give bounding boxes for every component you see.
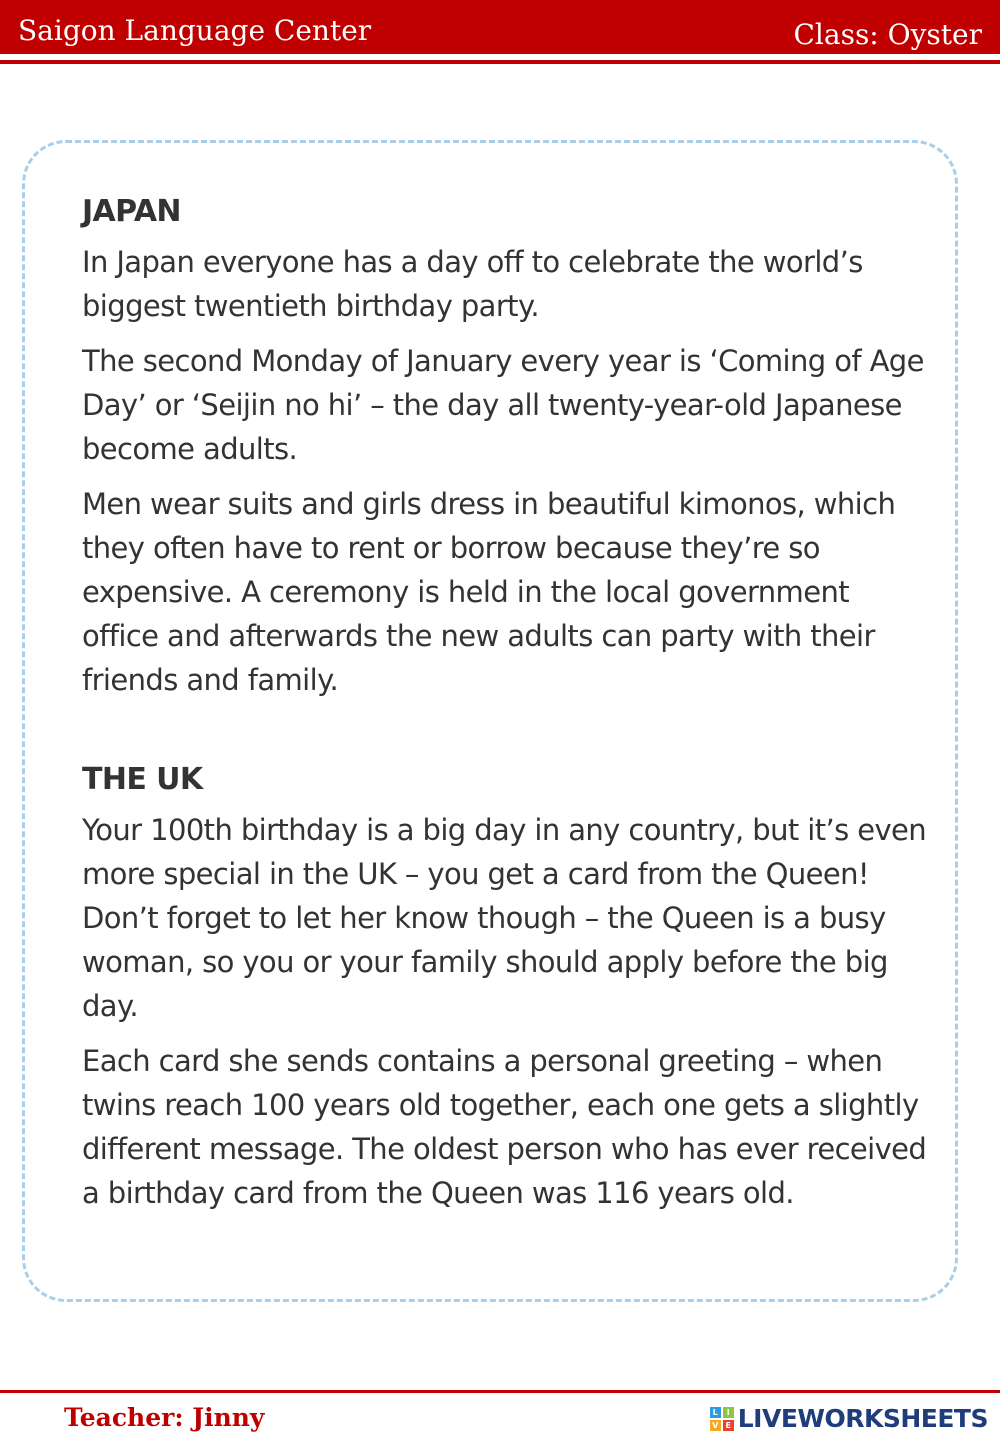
section-heading: JAPAN — [82, 194, 181, 229]
paragraph: The second Monday of January every year is ‘Coming of Age Day’ or ‘Seijin no hi’ – the day all twenty-year-old Japanese become adults. — [82, 344, 924, 466]
logo-grid-icon — [710, 1407, 734, 1431]
header-bar — [0, 0, 1000, 54]
reading-text — [82, 190, 932, 1226]
header-divider — [0, 60, 1000, 64]
section-heading: THE UK — [82, 762, 203, 797]
school-name: Saigon Language Center — [18, 14, 372, 47]
logo-letter: L — [710, 1407, 721, 1418]
brand-name: LIVEWORKSHEETS — [737, 1404, 988, 1433]
teacher-name: Teacher: Jinny — [64, 1403, 265, 1432]
paragraph: Your 100th birthday is a big day in any country, but it’s even more special in the UK – you get a card from the Queen! Don’t forget to let her know though – the Queen is a busy woman, so you or your family should apply before the big day. — [82, 813, 927, 1023]
logo-letter: E — [723, 1420, 734, 1431]
paragraph: Men wear suits and girls dress in beautiful kimonos, which they often have to rent or borrow because they’re so expensive. A ceremony is held in the local government office and afterwards the new adults can party with their friends and family. — [82, 487, 896, 697]
footer-divider — [0, 1390, 1000, 1393]
section-uk — [82, 758, 932, 1215]
paragraph: Each card she sends contains a personal greeting – when twins reach 100 years old together, each one gets a slightly different message. The oldest person who has ever received a birthday card from the Queen was 116 years old. — [82, 1044, 927, 1210]
logo-letter: I — [723, 1407, 734, 1418]
paragraph: In Japan everyone has a day off to celebrate the world’s biggest twentieth birthday party. — [82, 245, 863, 323]
section-japan — [82, 190, 932, 702]
logo-letter: V — [710, 1420, 721, 1431]
class-label: Class: Oyster — [793, 18, 982, 51]
liveworksheets-logo[interactable] — [710, 1404, 988, 1433]
